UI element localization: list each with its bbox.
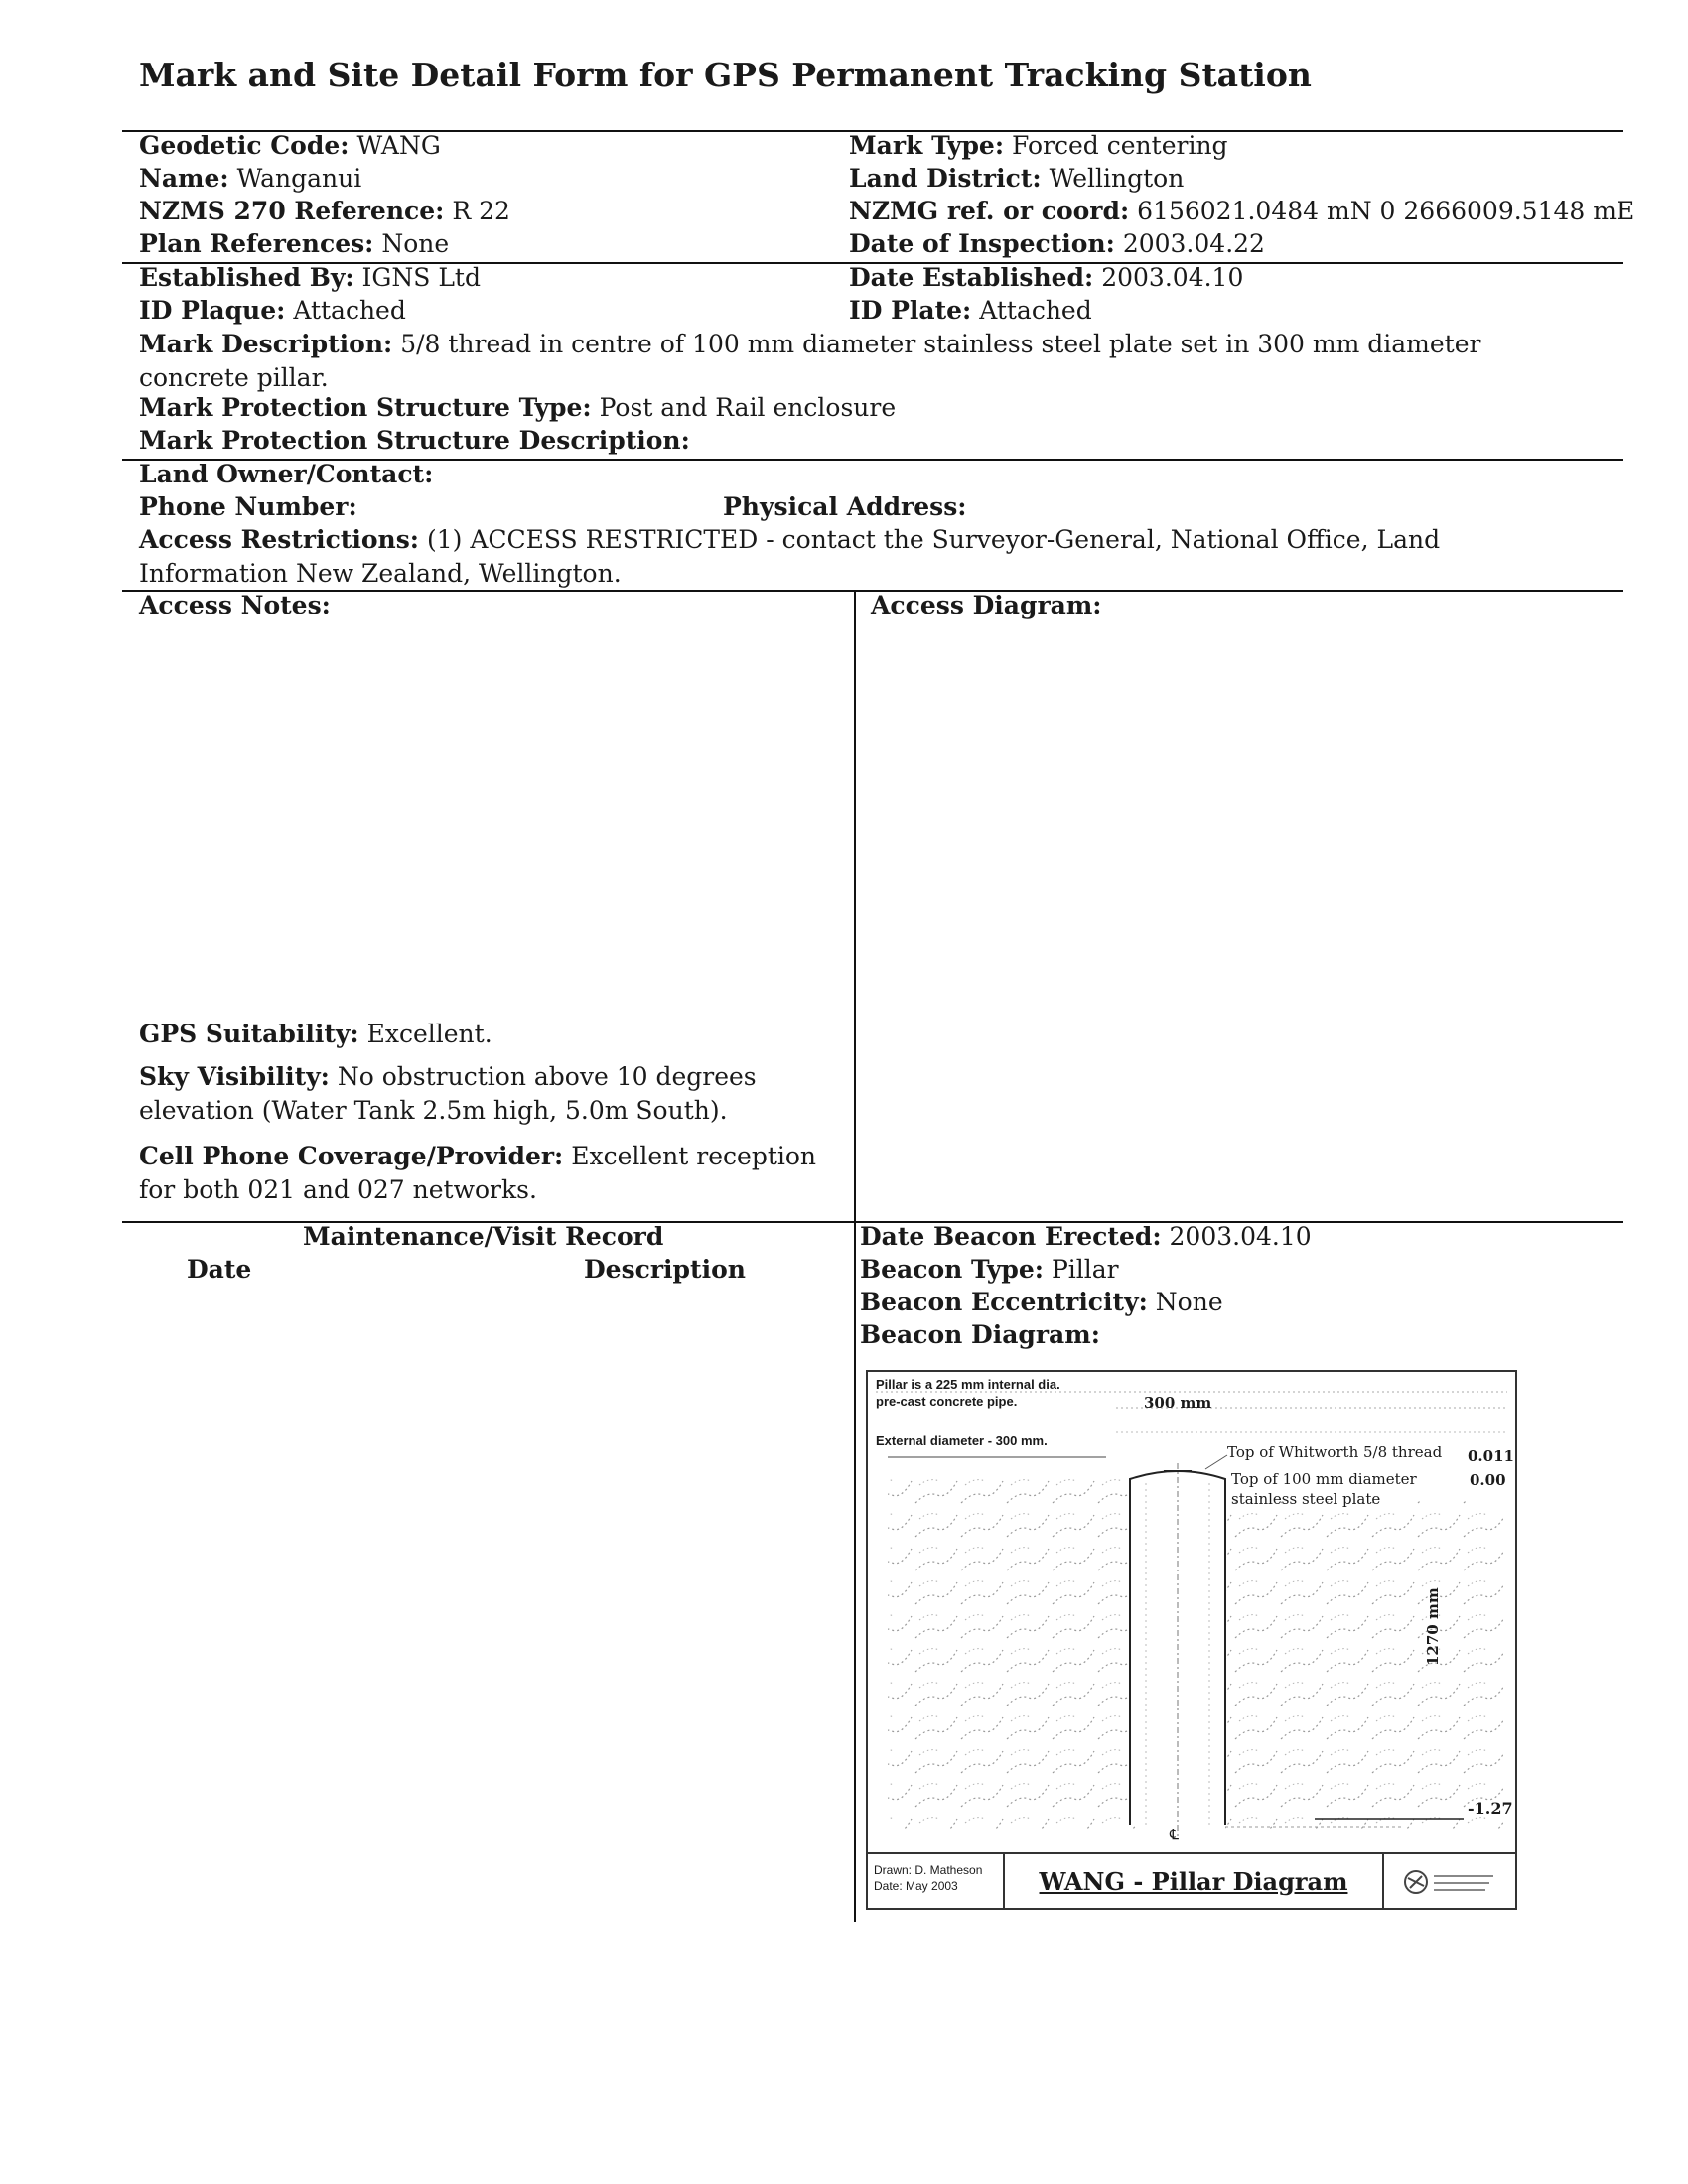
mark-type-row bbox=[849, 131, 1228, 160]
id-plate-label: ID Plate: bbox=[849, 296, 972, 325]
protection-type-label: Mark Protection Structure Type: bbox=[139, 393, 592, 422]
drawn-info bbox=[868, 1854, 1005, 1910]
beacon-erected-value: 2003.04.10 bbox=[1169, 1222, 1312, 1251]
protection-type-value: Post and Rail enclosure bbox=[599, 393, 897, 422]
address-row bbox=[723, 492, 967, 521]
land-district-value: Wellington bbox=[1049, 164, 1185, 193]
drawn-date: Date: May 2003 bbox=[874, 1879, 958, 1893]
protection-type-row bbox=[139, 393, 896, 422]
access-notes-label-text: Access Notes: bbox=[139, 591, 331, 619]
maintenance-heading-text: Maintenance/Visit Record bbox=[303, 1222, 664, 1251]
plate-label-line2: stainless steel plate bbox=[1231, 1490, 1381, 1508]
column-divider bbox=[854, 1221, 856, 1922]
beacon-type-label: Beacon Type: bbox=[860, 1255, 1045, 1284]
geodetic-code-row bbox=[139, 131, 441, 160]
plan-value: None bbox=[381, 229, 450, 258]
id-plaque-value: Attached bbox=[293, 296, 406, 325]
maintenance-col-description bbox=[584, 1255, 746, 1284]
nzms-row bbox=[139, 197, 510, 225]
plate-value: 0.00 bbox=[1470, 1471, 1506, 1489]
id-plate-row bbox=[849, 296, 1092, 325]
name-row bbox=[139, 164, 361, 193]
name-value: Wanganui bbox=[236, 164, 362, 193]
maintenance-col-date-text: Date bbox=[187, 1255, 252, 1284]
name-label: Name: bbox=[139, 164, 229, 193]
sky-visibility bbox=[139, 1060, 824, 1128]
beacon-type-value: Pillar bbox=[1051, 1255, 1119, 1284]
land-district-label: Land District: bbox=[849, 164, 1042, 193]
thread-value: 0.011 bbox=[1468, 1447, 1514, 1465]
sky-label: Sky Visibility: bbox=[139, 1062, 330, 1091]
external-diameter: External diameter - 300 mm. bbox=[876, 1433, 1048, 1448]
date-established-value: 2003.04.10 bbox=[1101, 263, 1244, 292]
inspection-label: Date of Inspection: bbox=[849, 229, 1115, 258]
diagram-footer bbox=[868, 1852, 1515, 1910]
land-district-row bbox=[849, 164, 1184, 193]
pillar-note bbox=[876, 1376, 1060, 1410]
column-divider bbox=[854, 590, 856, 1221]
maintenance-col-description-text: Description bbox=[584, 1255, 746, 1284]
mark-description bbox=[139, 328, 1489, 395]
address-label: Physical Address: bbox=[723, 492, 967, 521]
established-by-row bbox=[139, 263, 481, 292]
beacon-type-row bbox=[860, 1255, 1119, 1284]
mark-description-label: Mark Description: bbox=[139, 330, 393, 358]
date-established-row bbox=[849, 263, 1243, 292]
owner-label: Land Owner/Contact: bbox=[139, 460, 434, 488]
protection-desc-row bbox=[139, 426, 690, 455]
id-plaque-row bbox=[139, 296, 406, 325]
plan-row bbox=[139, 229, 449, 258]
beacon-diagram-label bbox=[860, 1320, 1100, 1349]
plate-label bbox=[1231, 1469, 1417, 1509]
access-diagram-label bbox=[871, 591, 1102, 619]
nzms-label: NZMS 270 Reference: bbox=[139, 197, 445, 225]
date-established-label: Date Established: bbox=[849, 263, 1094, 292]
owner-row bbox=[139, 460, 433, 488]
beacon-eccentricity-row bbox=[860, 1288, 1223, 1316]
form-title: Mark and Site Detail Form for GPS Permanent Tracking Station bbox=[139, 56, 1312, 94]
access-diagram-label-text: Access Diagram: bbox=[871, 591, 1102, 619]
beacon-eccentricity-label: Beacon Eccentricity: bbox=[860, 1288, 1148, 1316]
id-plaque-label: ID Plaque: bbox=[139, 296, 286, 325]
cell-label: Cell Phone Coverage/Provider: bbox=[139, 1142, 564, 1170]
top-dimension: 300 mm bbox=[1144, 1394, 1212, 1412]
logo-icon bbox=[1398, 1864, 1505, 1900]
gps-label: GPS Suitability: bbox=[139, 1020, 359, 1048]
nzmg-row bbox=[849, 197, 1634, 225]
beacon-erected-row bbox=[860, 1222, 1312, 1251]
access-notes-label bbox=[139, 591, 331, 619]
protection-desc-label: Mark Protection Structure Description: bbox=[139, 426, 690, 455]
id-plate-value: Attached bbox=[979, 296, 1092, 325]
centre-symbol: ℄ bbox=[1170, 1827, 1179, 1843]
cell-value: Excellent reception for both 021 and 027 networks. bbox=[139, 1142, 817, 1204]
gps-value: Excellent. bbox=[366, 1020, 492, 1048]
nzmg-label: NZMG ref. or coord: bbox=[849, 197, 1130, 225]
maintenance-heading bbox=[303, 1222, 663, 1251]
pillar-note-line2: pre-cast concrete pipe. bbox=[876, 1394, 1018, 1409]
beacon-eccentricity-value: None bbox=[1155, 1288, 1223, 1316]
height-dimension: 1270 mm bbox=[1424, 1587, 1442, 1666]
beacon-erected-label: Date Beacon Erected: bbox=[860, 1222, 1162, 1251]
mark-type-label: Mark Type: bbox=[849, 131, 1005, 160]
beacon-diagram-label-text: Beacon Diagram: bbox=[860, 1320, 1100, 1349]
drawn-by: Drawn: D. Matheson bbox=[874, 1863, 983, 1877]
access-restrictions-value: (1) ACCESS RESTRICTED - contact the Surveyor-General, National Office, Land Information New Zealand, Wellington. bbox=[139, 525, 1441, 588]
inspection-value: 2003.04.22 bbox=[1122, 229, 1265, 258]
base-value: -1.27 bbox=[1468, 1799, 1513, 1818]
diagram-title: WANG - Pillar Diagram bbox=[1039, 1867, 1348, 1896]
mark-description-value: 5/8 thread in centre of 100 mm diameter stainless steel plate set in 300 mm diameter concrete pillar. bbox=[139, 330, 1481, 392]
established-by-value: IGNS Ltd bbox=[361, 263, 481, 292]
mark-type-value: Forced centering bbox=[1012, 131, 1228, 160]
phone-row bbox=[139, 492, 357, 521]
soil-right bbox=[1225, 1501, 1503, 1829]
nzms-value: R 22 bbox=[452, 197, 510, 225]
access-restrictions-label: Access Restrictions: bbox=[139, 525, 419, 554]
inspection-row bbox=[849, 229, 1265, 258]
established-by-label: Established By: bbox=[139, 263, 354, 292]
sky-value: No obstruction above 10 degrees elevation (Water Tank 2.5m high, 5.0m South). bbox=[139, 1062, 757, 1125]
nzmg-value: 6156021.0484 mN 0 2666009.5148 mE bbox=[1137, 197, 1635, 225]
phone-label: Phone Number: bbox=[139, 492, 357, 521]
thread-label: Top of Whitworth 5/8 thread bbox=[1227, 1443, 1443, 1461]
maintenance-col-date bbox=[187, 1255, 251, 1284]
plan-label: Plan References: bbox=[139, 229, 374, 258]
diagram-title-cell bbox=[1005, 1854, 1384, 1910]
soil-left bbox=[888, 1471, 1136, 1829]
plate-label-line1: Top of 100 mm diameter bbox=[1231, 1470, 1417, 1488]
pillar-note-line1: Pillar is a 225 mm internal dia. bbox=[876, 1377, 1060, 1392]
cell-coverage bbox=[139, 1140, 824, 1207]
geodetic-code-value: WANG bbox=[356, 131, 441, 160]
gps-suitability bbox=[139, 1018, 824, 1051]
pillar-diagram bbox=[866, 1370, 1517, 1910]
access-restrictions bbox=[139, 523, 1475, 591]
geodetic-code-label: Geodetic Code: bbox=[139, 131, 350, 160]
